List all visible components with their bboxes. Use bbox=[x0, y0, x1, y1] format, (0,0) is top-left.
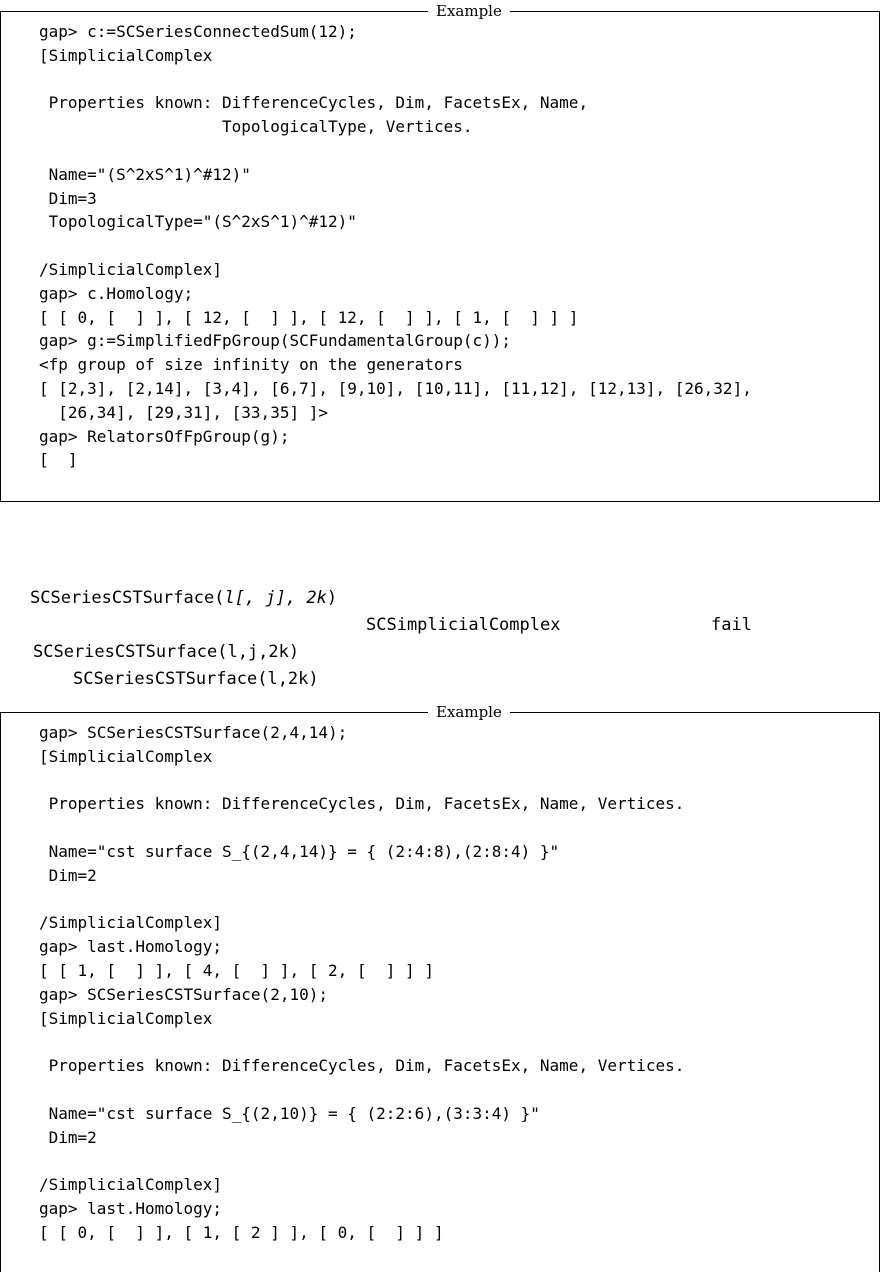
code-line: /SimplicialComplex] bbox=[39, 913, 223, 933]
code-block bbox=[39, 20, 752, 472]
code-line: gap> last.Homology; bbox=[39, 937, 223, 957]
code-line: Name="cst surface S_{(2,4,14)} = { (2:4:8),(2:8:4) }" bbox=[39, 841, 560, 861]
code-line: Properties known: DifferenceCycles, Dim, FacetsEx, Name, Vertices. bbox=[39, 794, 685, 814]
code-line: Dim=2 bbox=[39, 1127, 97, 1147]
code-line bbox=[39, 1030, 684, 1054]
returns-type: SCSimplicialComplex bbox=[366, 615, 561, 635]
code-line: gap> g:=SimplifiedFpGroup(SCFundamentalGroup(c)); bbox=[39, 331, 512, 351]
example-box-1 bbox=[0, 2, 880, 502]
example-label: Example bbox=[428, 703, 510, 721]
function-signature bbox=[30, 588, 337, 608]
signature-args: l[, j], 2k bbox=[224, 588, 327, 608]
code-line: <fp group of size infinity on the generators bbox=[39, 355, 463, 375]
code-line: [ ] bbox=[39, 450, 78, 470]
code-line: [ [2,3], [2,14], [3,4], [6,7], [9,10], [10,11], [11,12], [12,13], [26,32], bbox=[39, 378, 752, 398]
code-line: [SimplicialComplex bbox=[39, 746, 213, 766]
code-line bbox=[39, 1078, 684, 1102]
code-line: [ [ 0, [ ] ], [ 1, [ 2 ] ], [ 0, [ ] ] ] bbox=[39, 1222, 444, 1242]
code-line: [26,34], [29,31], [33,35] ]> bbox=[39, 402, 328, 422]
code-line: [ [ 1, [ ] ], [ 4, [ ] ], [ 2, [ ] ] ] bbox=[39, 960, 434, 980]
code-line: gap> c:=SCSeriesConnectedSum(12); bbox=[39, 22, 357, 41]
code-line bbox=[39, 888, 684, 912]
example-box-2 bbox=[0, 703, 880, 1272]
returns-fail: fail bbox=[711, 615, 752, 635]
code-line: Name="(S^2xS^1)^#12)" bbox=[39, 164, 251, 184]
code-line: Name="cst surface S_{(2,10)} = { (2:2:6),(3:3:4) }" bbox=[39, 1103, 540, 1123]
code-line: TopologicalType, Vertices. bbox=[39, 117, 473, 137]
usage-line-1: SCSeriesCSTSurface(l,j,2k) bbox=[33, 642, 300, 662]
code-line: [SimplicialComplex bbox=[39, 1008, 213, 1028]
example-label: Example bbox=[428, 2, 510, 20]
code-line: gap> SCSeriesCSTSurface(2,10); bbox=[39, 984, 328, 1004]
code-line: Properties known: DifferenceCycles, Dim, FacetsEx, Name, Vertices. bbox=[39, 1056, 685, 1076]
code-line: gap> c.Homology; bbox=[39, 283, 194, 303]
code-line bbox=[39, 234, 752, 258]
code-line bbox=[39, 816, 684, 840]
code-line bbox=[39, 769, 684, 793]
usage-line-2: SCSeriesCSTSurface(l,2k) bbox=[73, 669, 319, 689]
code-line: /SimplicialComplex] bbox=[39, 259, 223, 279]
signature-close: ) bbox=[326, 588, 338, 608]
signature-name: SCSeriesCSTSurface( bbox=[30, 588, 225, 608]
code-line: gap> last.Homology; bbox=[39, 1198, 223, 1218]
code-line: TopologicalType="(S^2xS^1)^#12)" bbox=[39, 212, 357, 232]
code-line bbox=[39, 1149, 684, 1173]
code-line: gap> SCSeriesCSTSurface(2,4,14); bbox=[39, 723, 348, 742]
code-block bbox=[39, 721, 684, 1245]
code-line: Dim=2 bbox=[39, 865, 97, 885]
code-line: Properties known: DifferenceCycles, Dim, FacetsEx, Name, bbox=[39, 93, 589, 113]
code-line bbox=[39, 68, 752, 92]
code-line: /SimplicialComplex] bbox=[39, 1175, 223, 1195]
code-line: gap> RelatorsOfFpGroup(g); bbox=[39, 426, 290, 446]
code-line: [ [ 0, [ ] ], [ 12, [ ] ], [ 12, [ ] ], [ 1, [ ] ] ] bbox=[39, 307, 579, 327]
code-line bbox=[39, 139, 752, 163]
code-line: [SimplicialComplex bbox=[39, 45, 213, 65]
code-line: Dim=3 bbox=[39, 188, 97, 208]
